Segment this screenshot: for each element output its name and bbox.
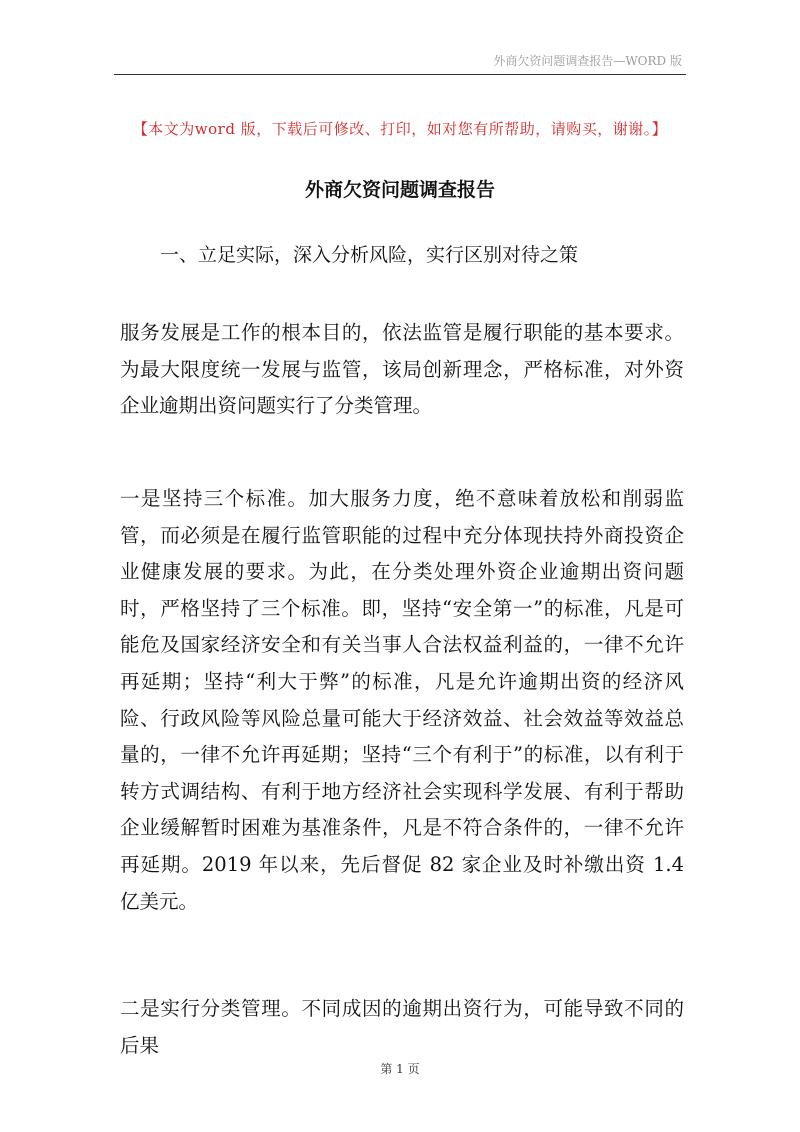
section-heading: 一、立足实际，深入分析风险，实行区别对待之策 <box>160 244 579 266</box>
running-header: 外商欠资问题调查报告—WORD 版 <box>493 54 682 68</box>
paragraph-intro: 服务发展是工作的根本目的，依法监管是履行职能的基本要求。为最大限度统一发展与监管，该局创新理念，严格标准，对外资企业逾期出资问题实行了分类管理。 <box>120 321 684 418</box>
page-number: 第 1 页 <box>380 1062 420 1076</box>
document-title: 外商欠资问题调查报告 <box>304 179 495 201</box>
paragraph-classified-management: 二是实行分类管理。不同成因的逾期出资行为，可能导致不同的后果 <box>120 997 684 1057</box>
download-notice: 【本文为word 版，下载后可修改、打印，如对您有所帮助，请购买，谢谢。】 <box>132 120 668 138</box>
header-divider <box>114 74 686 75</box>
paragraph-three-standards: 一是坚持三个标准。加大服务力度，绝不意味着放松和削弱监管，而必须是在履行监管职能的过程中充分体现扶持外商投资企业健康发展的要求。为此，在分类处理外资企业逾期出资问题时，严格坚持了三个标准。即，坚持“安全第一”的标准，凡是可能危及国家经济安全和有关当事人合法权益利益的，一律不允许再延期；坚持“利大于弊”的标准，凡是允许逾期出资的经济风险、行政风险等风险总量可能大于经济效益、社会效益等效益总量的，一律不允许再延期；坚持“三个有利于”的标准，以有利于转方式调结构、有利于地方经济社会实现科学发展、有利于帮助企业缓解暂时困难为基准条件，凡是不符合条件的，一律不允许再延期。2019 年以来，先后督促 82 家企业及时补缴出资 1.4 亿美元。 <box>120 487 684 913</box>
